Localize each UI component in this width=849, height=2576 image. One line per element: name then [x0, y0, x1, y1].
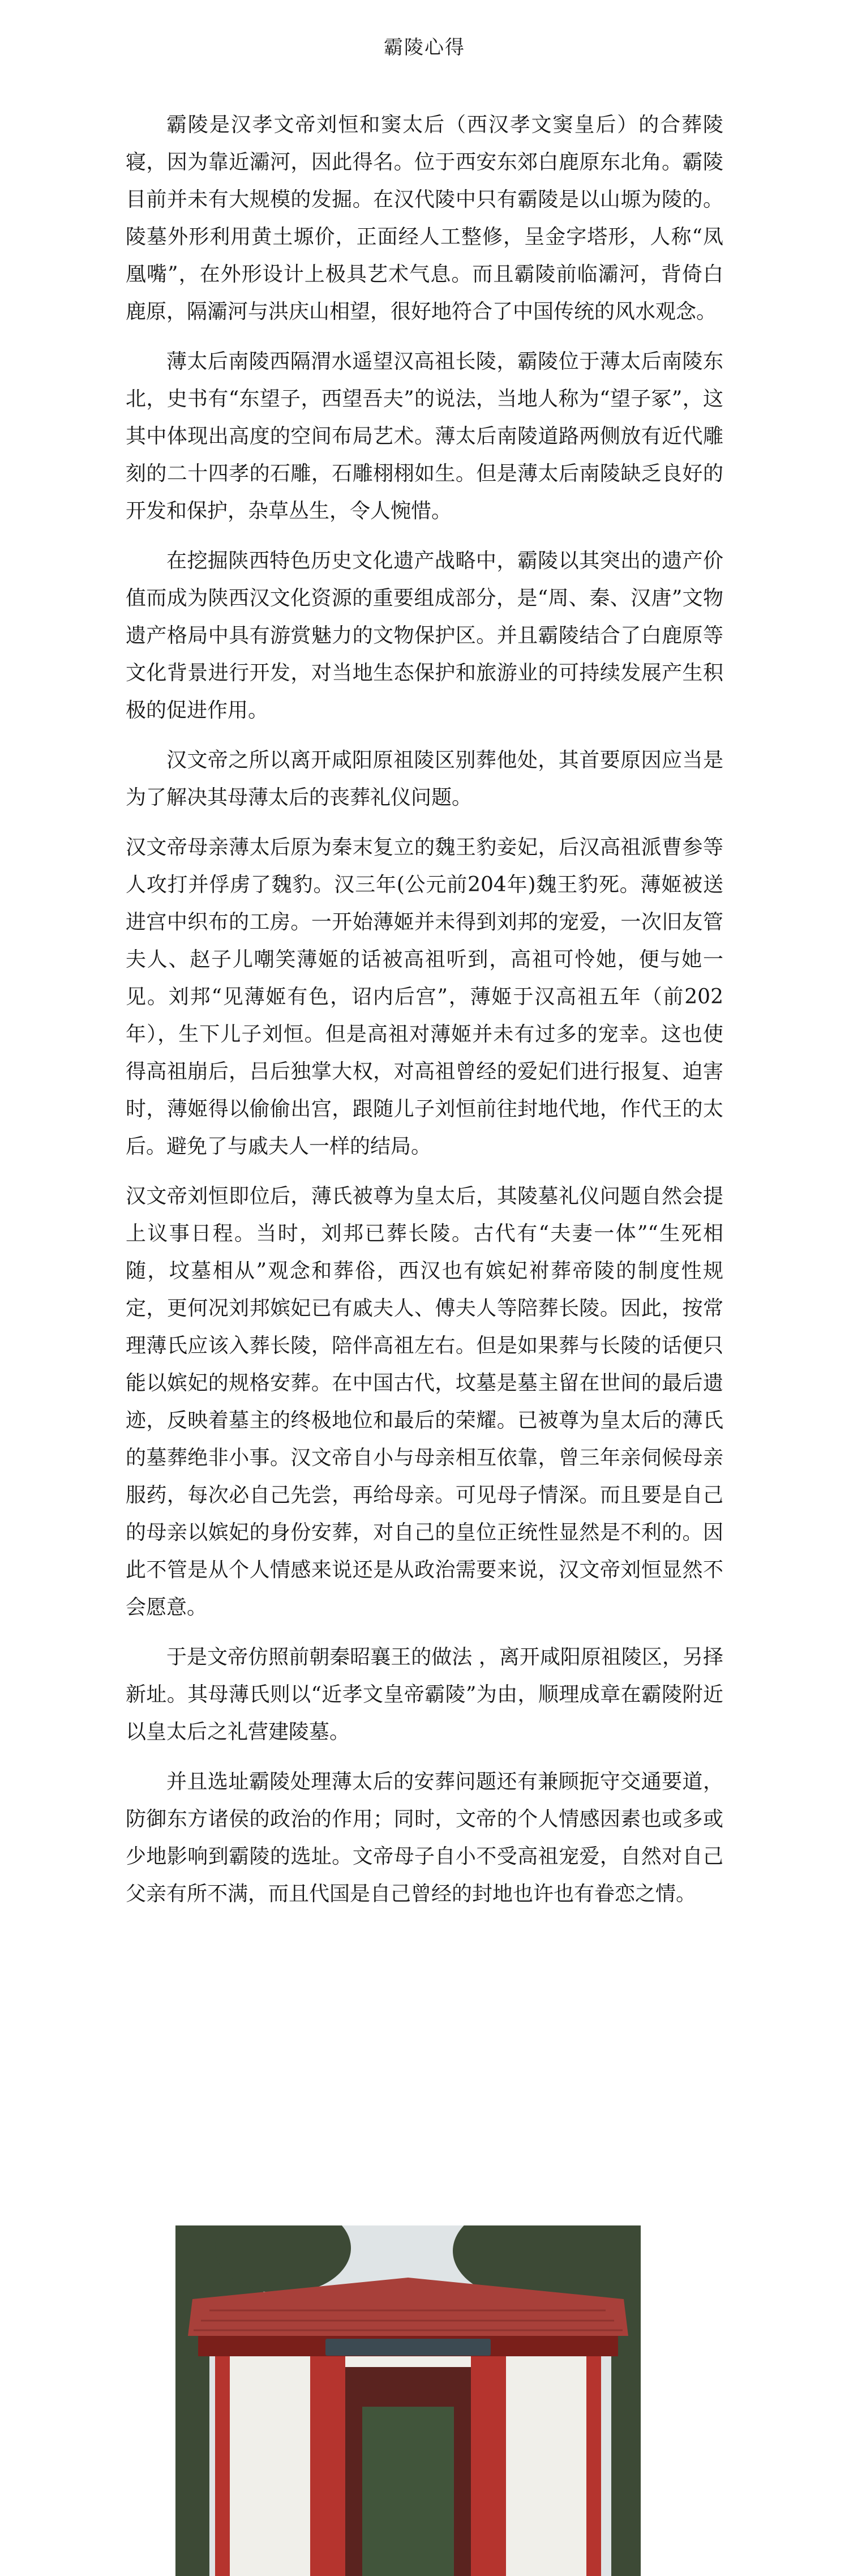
gate-pillar — [215, 2356, 230, 2576]
paragraph: 汉文帝母亲薄太后原为秦末复立的魏王豹妾妃，后汉高祖派曹参等人攻打并俘虏了魏豹。汉三年(公元前204年)魏王豹死。薄姬被送进宫中织布的工房。一开始薄姬并未得到刘邦的宠爱，一次旧友管夫人、赵子儿嘲笑薄姬的话被高祖听到，高祖可怜她，便与她一见。刘邦“见薄姬有色，诏内后宫”，薄姬于汉高祖五年（前202年），生下儿子刘恒。但是高祖对薄姬并未有过多的宠幸。这也使得高祖崩后，吕后独掌大权，对高祖曾经的爱妃们进行报复、迫害时，薄姬得以偷偷出宫，跟随儿子刘恒前往封地代地，作代王的太后。避免了与戚夫人一样的结局。 — [126, 836, 723, 1158]
paragraph: 霸陵是汉孝文帝刘恒和窦太后（西汉孝文窦皇后）的合葬陵寝，因为靠近灞河，因此得名。位于西安东郊白鹿原东北角。霸陵目前并未有大规模的发掘。在汉代陵中只有霸陵是以山塬为陵的。陵墓外形利用黄土塬价，正面经人工整修，呈金字塔形，人称“凤凰嘴”，在外形设计上极具艺术气息。而且霸陵前临灞河，背倚白鹿原，隔灞河与洪庆山相望，很好地符合了中国传统的风水观念。 — [126, 113, 723, 323]
document-body — [126, 106, 723, 1925]
photo-svg — [175, 2225, 641, 2576]
paragraph: 薄太后南陵西隔渭水遥望汉高祖长陵，霸陵位于薄太后南陵东北，史书有“东望子，西望吾夫”的说法，当地人称为“望子冢”，这其中体现出高度的空间布局艺术。薄太后南陵道路两侧放有近代雕刻的二十四孝的石雕，石雕栩栩如生。但是薄太后南陵缺乏良好的开发和保护，杂草丛生，令人惋惜。 — [126, 350, 723, 523]
memorial-gate-photo — [175, 2225, 641, 2576]
doorway-view — [362, 2407, 454, 2576]
gate-plaque — [325, 2339, 491, 2356]
gate-pillar — [491, 2356, 506, 2576]
gate-pillar-inner — [325, 2356, 345, 2576]
gate-pillar — [310, 2356, 325, 2576]
paragraph: 汉文帝之所以离开咸阳原祖陵区别葬他处，其首要原因应当是为了解决其母薄太后的丧葬礼仪问题。 — [126, 749, 723, 809]
paragraph: 于是文帝仿照前朝秦昭襄王的做法 ，离开咸阳原祖陵区，另择新址。其母薄氏则以“近孝文皇帝霸陵”为由，顺理成章在霸陵附近以皇太后之礼营建陵墓。 — [126, 1646, 723, 1744]
document-title: 霸陵心得 — [384, 36, 465, 59]
gate-pillar-inner — [471, 2356, 491, 2576]
paragraph: 并且选址霸陵处理薄太后的安葬问题还有兼顾扼守交通要道，防御东方诸侯的政治的作用；同时，文帝的个人情感因素也或多或少地影响到霸陵的选址。文帝母子自小不受高祖宠爱，自然对自己父亲有所不满，而且代国是自己曾经的封地也许也有眷恋之情。 — [126, 1770, 723, 1906]
gate-pillar — [586, 2356, 601, 2576]
paragraph: 汉文帝刘恒即位后，薄氏被尊为皇太后，其陵墓礼仪问题自然会提上议事日程。当时，刘邦已葬长陵。古代有“夫妻一体”“生死相随，坟墓相从”观念和葬俗，西汉也有嫔妃祔葬帝陵的制度性规定，更何况刘邦嫔妃已有戚夫人、傅夫人等陪葬长陵。因此，按常理薄氏应该入葬长陵，陪伴高祖左右。但是如果葬与长陵的话便只能以嫔妃的规格安葬。在中国古代，坟墓是墓主留在世间的最后遗迹，反映着墓主的终极地位和最后的荣耀。已被尊为皇太后的薄氏的墓葬绝非小事。汉文帝自小与母亲相互依靠，曾三年亲伺候母亲服药，每次必自己先尝，再给母亲。可见母子情深。而且要是自己的母亲以嫔妃的身份安葬，对自己的皇位正统性显然是不利的。因此不管是从个人情感来说还是从政治需要来说，汉文帝刘恒显然不会愿意。 — [126, 1185, 723, 1619]
paragraph: 在挖掘陕西特色历史文化遗产战略中，霸陵以其突出的遗产价值而成为陕西汉文化资源的重要组成部分，是“周、秦、汉唐”文物遗产格局中具有游赏魅力的文物保护区。并且霸陵结合了白鹿原等文化背景进行开发，对当地生态保护和旅游业的可持续发展产生积极的促进作用。 — [126, 549, 723, 722]
